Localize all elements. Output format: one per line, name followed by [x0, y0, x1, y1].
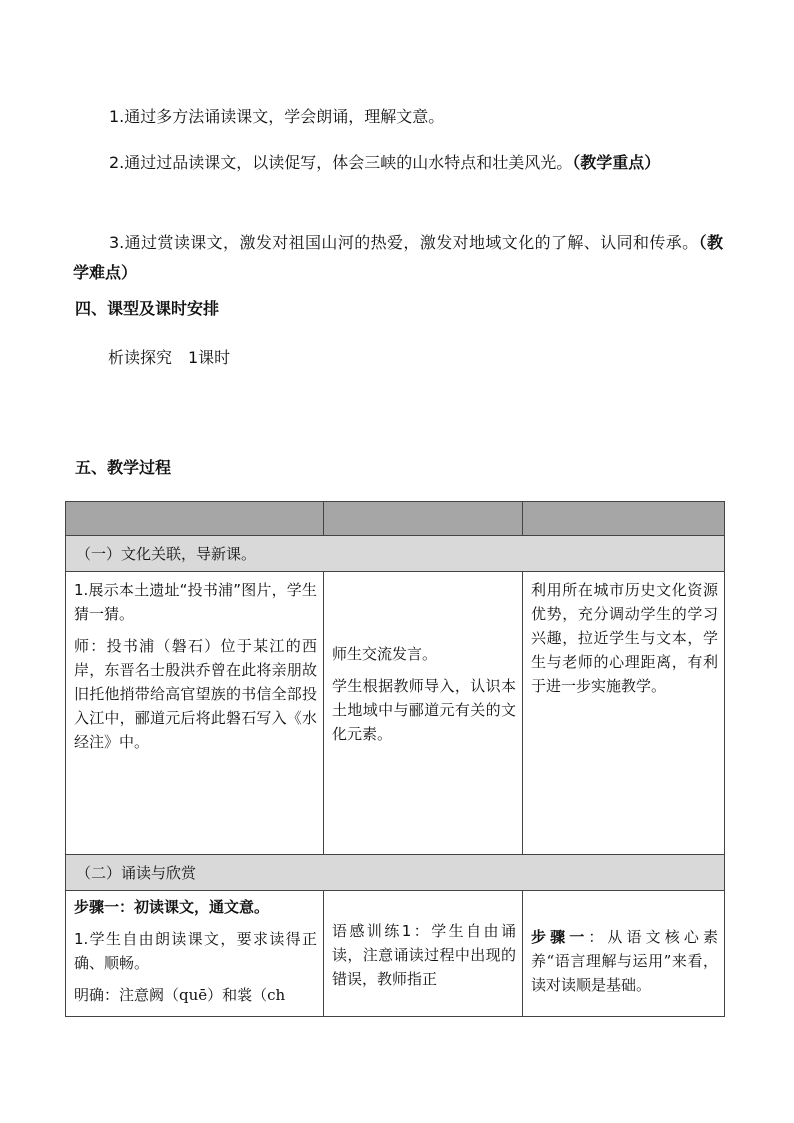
student-activity-cell: [324, 572, 523, 855]
objective-2-text: 2.通过过品读课文，以读促写，体会三峡的山水特点和壮美风光。: [109, 153, 573, 172]
clarify-text: ：注意阙（quē）和裳（ch: [104, 986, 286, 1004]
objective-3-difficulty: （教学难点）: [73, 233, 723, 282]
step-1-instruction: 1.学生自由朗读课文，要求读得正确、顺畅。: [74, 930, 317, 972]
header-cell: [324, 502, 523, 536]
objective-2: [73, 148, 723, 178]
training-label: 语感训练1: [332, 922, 412, 940]
objective-2-key-point: （教学重点）: [572, 153, 661, 172]
training-note: [332, 919, 516, 991]
teacher-activity-cell: [66, 572, 324, 855]
design-intent-text: 利用所在城市历史文化资源优势，充分调动学生的学习兴趣，拉近学生与文本，学生与老师的心理距离，有利于进一步实施教学。: [531, 581, 718, 695]
step-1-label: 步骤一: [531, 928, 589, 946]
section-row: [66, 855, 725, 891]
step-1-intent-text: ：从语文核心素养“语言理解与运用”来看，读对读顺是基础。: [531, 928, 718, 994]
student-activity-2: 学生根据教师导入，认识本土地域中与郦道元有关的文化元素。: [332, 677, 516, 743]
header-cell: [523, 502, 725, 536]
step-1-intent: [531, 925, 718, 997]
table-row: [66, 572, 725, 855]
section-1-title: （一）文化关联，导新课。: [66, 536, 725, 572]
section-2-title: （二）诵读与欣赏: [66, 855, 725, 891]
header-cell: [66, 502, 324, 536]
activity-title: 1.展示本土遗址“投书浦”图片，学生猜一猜。: [74, 581, 317, 623]
clarify-label: 明确: [74, 986, 105, 1004]
training-text: ：学生自由诵读，注意诵读过程中出现的错误，教师指正: [332, 922, 516, 988]
section-4-content: 析读探究 1课时: [108, 348, 231, 367]
step-1-title: 步骤一：初读课文，通文意。: [74, 898, 270, 916]
teaching-process-table: [65, 501, 725, 1017]
design-intent-cell: [523, 572, 725, 855]
teacher-activity-cell: [66, 891, 324, 1017]
clarify-note: [74, 983, 317, 1007]
student-activity-cell: [324, 891, 523, 1017]
design-intent-cell: [523, 891, 725, 1017]
section-4-heading: 四、课型及课时安排: [75, 299, 220, 318]
table-row: [66, 891, 725, 1017]
student-activity-1: 师生交流发言。: [332, 645, 438, 663]
objective-3-text: 3.通过赏读课文，激发对祖国山河的热爱，激发对地域文化的了解、认同和传承。: [109, 233, 699, 252]
objective-3: [73, 228, 723, 288]
objective-1: 1.通过多方法诵读课文，学会朗诵，理解文意。: [109, 107, 445, 126]
section-row: [66, 536, 725, 572]
table-header-row: [66, 502, 725, 536]
activity-body: 师：投书浦（磐石）位于某江的西岸，东晋名士殷洪乔曾在此将亲朋故旧托他捎带给高官望族的书信全部投入江中，郦道元后将此磐石写入《水经注》中。: [74, 637, 317, 751]
section-5-heading: 五、教学过程: [75, 458, 172, 477]
